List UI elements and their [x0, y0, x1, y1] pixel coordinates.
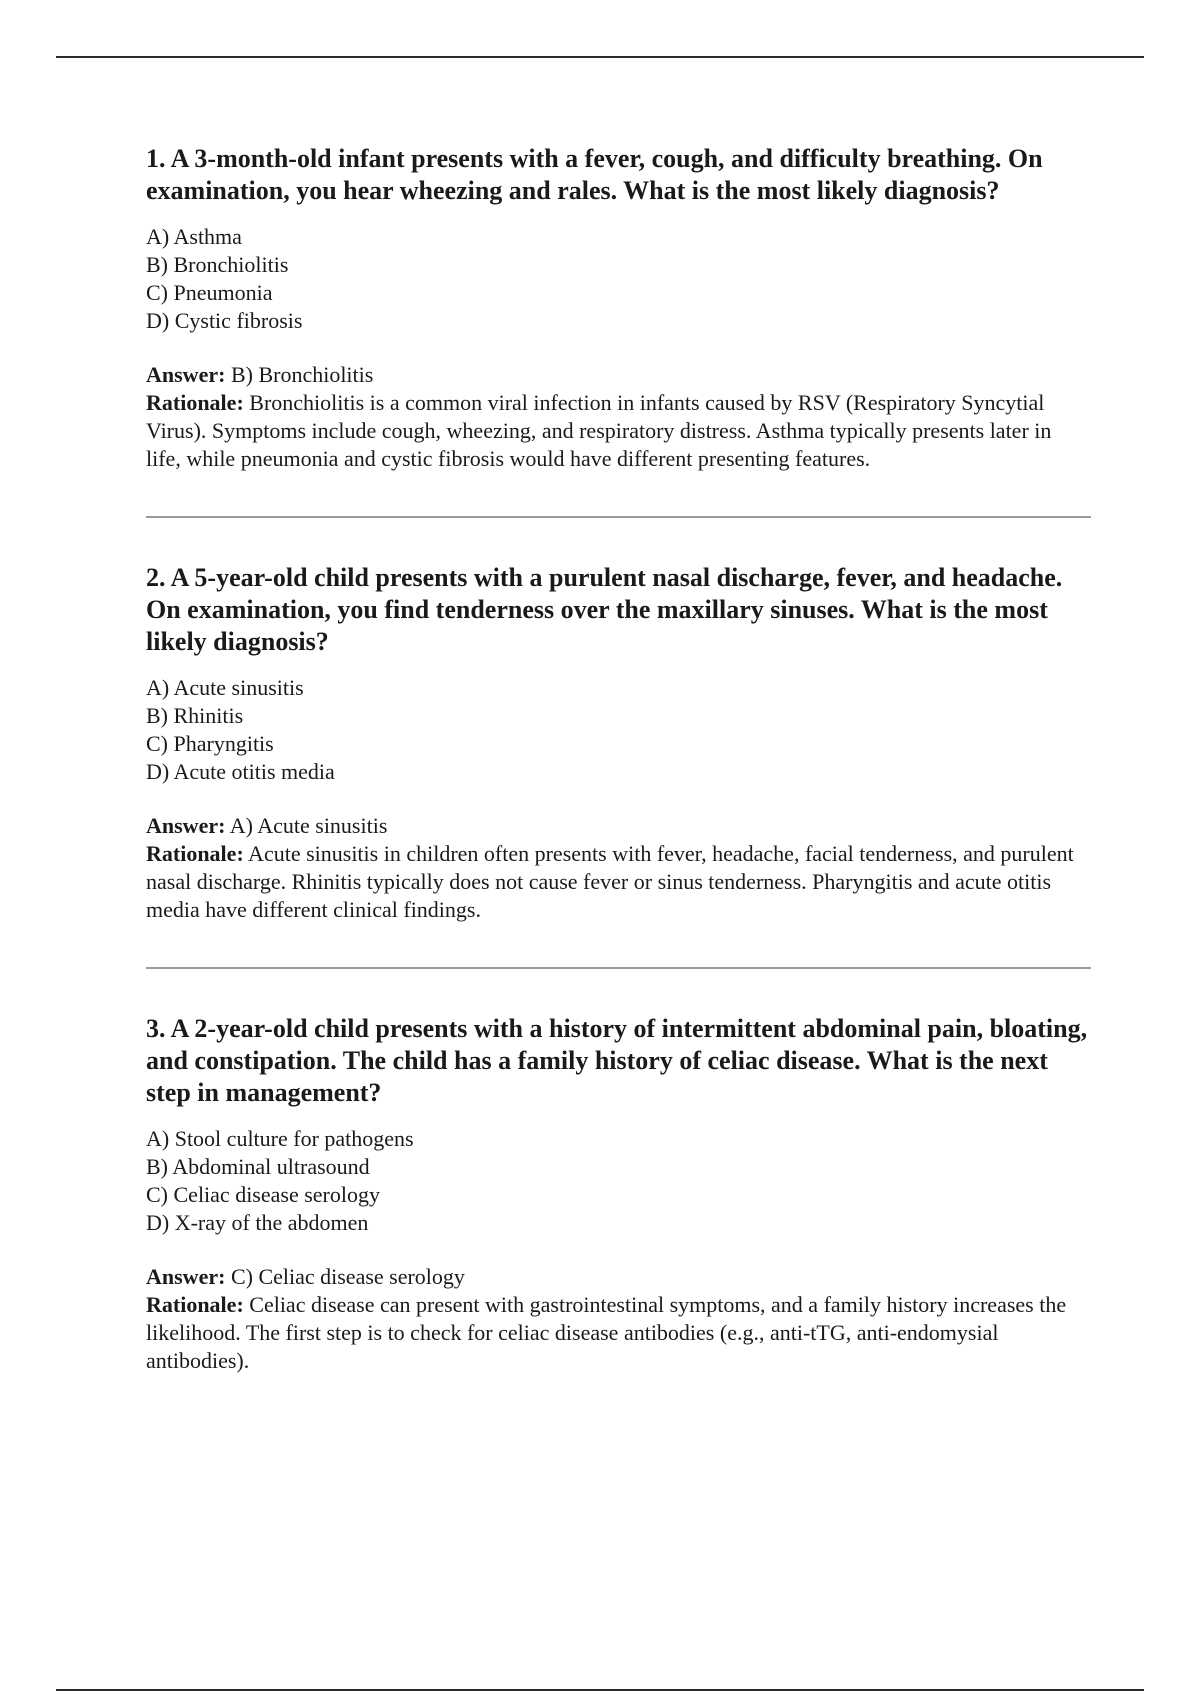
- question-3: [146, 1013, 1091, 1375]
- option-list: [146, 674, 1091, 786]
- answer-label: Answer:: [146, 1264, 226, 1289]
- option-d: D) Acute otitis media: [146, 759, 335, 784]
- question-title: 2. A 5-year-old child presents with a purulent nasal discharge, fever, and headache. On examination, you find tenderness over the maxillary sinuses. What is the most likely diagnosis?: [146, 563, 1063, 656]
- answer-line: [146, 812, 1091, 840]
- rationale-text: Acute sinusitis in children often presents with fever, headache, facial tenderness, and purulent nasal discharge. Rhinitis typically does not cause fever or sinus tenderness. Pharyngitis and acute otitis media have different clinical findings.: [146, 841, 1074, 922]
- rationale-paragraph: [146, 389, 1091, 473]
- answer-value: A) Acute sinusitis: [225, 813, 388, 838]
- option-d: D) Cystic fibrosis: [146, 308, 303, 333]
- option-list: [146, 1125, 1091, 1237]
- answer-label: Answer:: [146, 813, 226, 838]
- question-2: [146, 562, 1091, 924]
- answer-line: [146, 1263, 1091, 1291]
- option-list: [146, 223, 1091, 335]
- document-body: [146, 143, 1091, 1375]
- section-divider: [146, 516, 1091, 518]
- option-a: A) Stool culture for pathogens: [146, 1126, 414, 1151]
- option-b: B) Abdominal ultrasound: [146, 1154, 370, 1179]
- rationale-text: Bronchiolitis is a common viral infection in infants caused by RSV (Respiratory Syncytial Virus). Symptoms include cough, wheezing, and respiratory distress. Asthma typically presents later in life, while pneumonia and cystic fibrosis would have different presenting features.: [146, 390, 1052, 471]
- option-c: C) Celiac disease serology: [146, 1182, 380, 1207]
- option-a: A) Asthma: [146, 224, 242, 249]
- option-b: B) Rhinitis: [146, 703, 244, 728]
- question-title: 3. A 2-year-old child presents with a history of intermittent abdominal pain, bloating, and constipation. The child has a family history of celiac disease. What is the next step in management?: [146, 1014, 1088, 1107]
- answer-label: Answer:: [146, 362, 226, 387]
- answer-value: C) Celiac disease serology: [225, 1264, 465, 1289]
- option-a: A) Acute sinusitis: [146, 675, 304, 700]
- rationale-paragraph: [146, 840, 1091, 924]
- rationale-label: Rationale:: [146, 841, 244, 866]
- answer-line: [146, 361, 1091, 389]
- rationale-paragraph: [146, 1291, 1091, 1375]
- rationale-label: Rationale:: [146, 390, 244, 415]
- option-c: C) Pharyngitis: [146, 731, 274, 756]
- option-c: C) Pneumonia: [146, 280, 273, 305]
- rationale-text: Celiac disease can present with gastrointestinal symptoms, and a family history increases the likelihood. The first step is to check for celiac disease antibodies (e.g., anti-tTG, anti-endomysial antibodies).: [146, 1292, 1067, 1373]
- option-b: B) Bronchiolitis: [146, 252, 289, 277]
- question-title: 1. A 3-month-old infant presents with a fever, cough, and difficulty breathing. On examination, you hear wheezing and rales. What is the most likely diagnosis?: [146, 144, 1043, 205]
- answer-value: B) Bronchiolitis: [225, 362, 374, 387]
- option-d: D) X-ray of the abdomen: [146, 1210, 369, 1235]
- question-1: [146, 143, 1091, 473]
- page-bottom-rule: [56, 1689, 1144, 1691]
- rationale-label: Rationale:: [146, 1292, 244, 1317]
- section-divider: [146, 967, 1091, 969]
- page-top-rule: [56, 56, 1144, 58]
